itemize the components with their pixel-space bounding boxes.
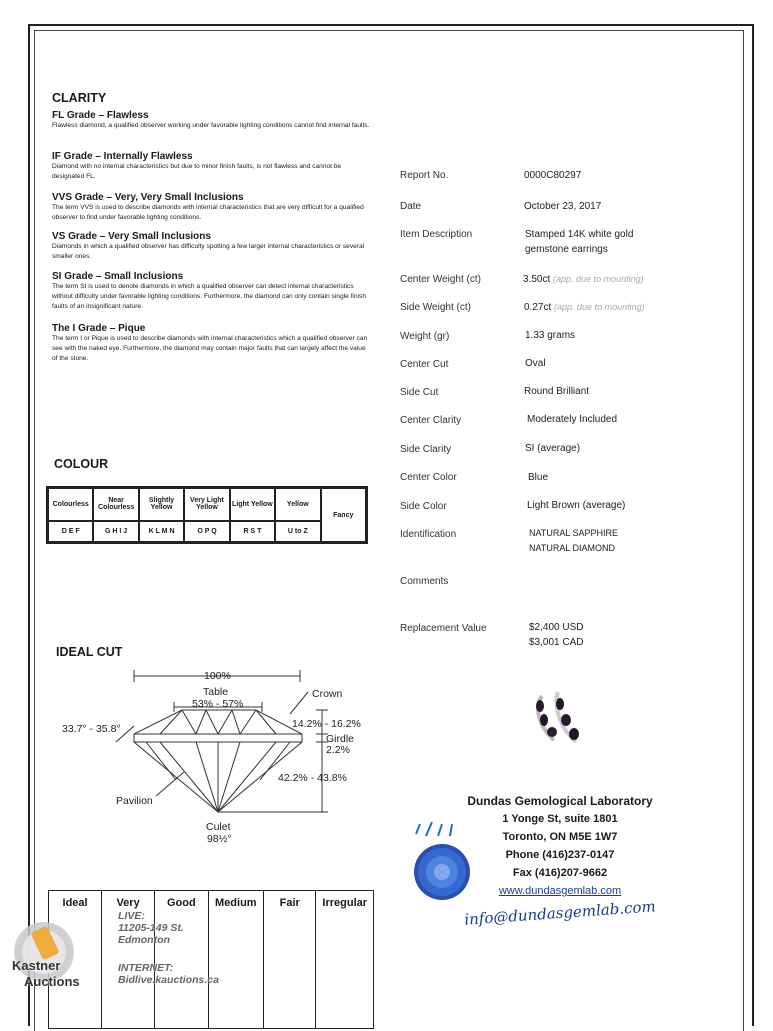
cut-table-label: Table <box>203 686 229 698</box>
grade-fl-desc: Flawless diamond, a qualified observer working under favorable lighting conditions cannot find internal faults. <box>52 122 370 129</box>
cut-table-range: 53% - 57% <box>192 698 244 710</box>
internet-label: INTERNET: <box>118 962 174 974</box>
side-clarity-label: Side Clarity <box>400 444 452 455</box>
colour-letters-opq: O P Q <box>184 521 229 542</box>
lab-fax: Fax (416)207-9662 <box>512 867 608 879</box>
center-color-label: Center Color <box>400 472 457 483</box>
grade-si-desc: The term SI is used to denote diamonds in which a qualified observer can detect internal characteristics without difficulty under favorable lighting conditions. Furthermore, the diamond can only contain single finish faults of an insignificant nature. <box>52 283 366 310</box>
side-cut-label: Side Cut <box>400 387 439 398</box>
center-color-value: Blue <box>528 472 549 483</box>
side-weight-value: 0.27ct <box>524 302 552 313</box>
live-address-line1: 11205-149 St. <box>118 922 184 934</box>
grade-if <box>52 151 372 192</box>
comments-label: Comments <box>400 576 449 587</box>
center-weight-label: Center Weight (ct) <box>400 274 481 285</box>
cut-crown-angle: 33.7° - 35.8° <box>62 723 121 735</box>
center-weight-value-group <box>523 272 644 287</box>
grade-si <box>52 271 372 323</box>
grade-vvs <box>52 192 372 231</box>
weight-gr-label: Weight (gr) <box>400 331 450 342</box>
identification-label: Identification <box>400 529 457 540</box>
center-clarity-value: Moderately Included <box>527 414 618 425</box>
cut-grade-irregular: Irregular <box>316 891 374 1029</box>
identification-value: NATURAL SAPPHIRE NATURAL DIAMOND <box>529 528 619 553</box>
lab-address-line1: 1 Yonge St, suite 1801 <box>502 813 618 825</box>
report-no-label: Report No. <box>400 170 449 181</box>
auction-internet-info <box>118 962 219 986</box>
side-weight-label: Side Weight (ct) <box>400 302 471 313</box>
replacement-value: $2,400 USD $3,001 CAD <box>529 622 584 648</box>
report-no-value: 0000C80297 <box>524 170 582 181</box>
clarity-grade-list <box>52 110 372 364</box>
colour-letter-row <box>48 521 366 542</box>
colour-title: COLOUR <box>54 457 109 471</box>
center-weight-note: (app. due to mounting) <box>553 274 644 284</box>
grade-i <box>52 323 372 364</box>
date-label: Date <box>400 201 422 212</box>
colour-letters-utoz: U to Z <box>275 521 320 542</box>
clarity-title: CLARITY <box>52 91 107 105</box>
grade-if-desc: Diamond with no internal characteristics but due to minor finish faults, is not flawless and cannot be designated FL. <box>52 163 342 180</box>
colour-light-yellow: Light Yellow <box>230 488 275 521</box>
center-cut-value: Oval <box>525 358 546 369</box>
colour-very-light-yellow: Very Light Yellow <box>184 488 229 521</box>
logo-top-text: Kastner <box>12 958 61 973</box>
colour-letters-ghij: G H I J <box>93 521 138 542</box>
cut-culet-label: Culet <box>206 821 231 833</box>
ideal-cut-diagram <box>56 662 376 852</box>
grade-i-title: The I Grade – Pique <box>52 323 146 334</box>
replacement-value-label: Replacement Value <box>400 623 487 634</box>
grade-vs-title: VS Grade – Very Small Inclusions <box>52 231 211 242</box>
auction-logo <box>4 918 110 1000</box>
center-clarity-label: Center Clarity <box>400 415 462 426</box>
side-clarity-value: SI (average) <box>525 443 581 454</box>
live-address-line2: Edmonton <box>118 934 170 946</box>
colour-slightly-yellow: Slightly Yellow <box>139 488 184 521</box>
colour-name-row <box>48 488 366 521</box>
grade-fl <box>52 110 372 151</box>
hologram-seal-icon <box>406 822 478 902</box>
ideal-cut-title: IDEAL CUT <box>56 645 123 659</box>
grade-if-title: IF Grade – Internally Flawless <box>52 151 193 162</box>
grade-i-desc: The term I or Pique is used to describe diamonds with internal characteristics which a qualified observer can see with the naked eye. Furthermore, the diamond may contain major faults that can largely affect the value of the stone. <box>52 335 368 362</box>
item-description-label: Item Description <box>400 229 473 240</box>
cut-grade-ideal: Ideal <box>49 891 102 1029</box>
colour-yellow: Yellow <box>275 488 320 521</box>
cut-crown-label: Crown <box>312 688 343 700</box>
grade-vs-desc: Diamonds in which a qualified observer has difficulty spotting a few larger internal characteristics or several smaller ones. <box>52 243 365 260</box>
internet-url[interactable]: Bidlive.kauctions.ca <box>118 974 219 986</box>
grade-vvs-desc: The term VVS is used to describe diamonds with internal characteristics that are very difficult for a qualified observer to find under favorable lighting conditions. <box>52 204 364 221</box>
weight-gr-value: 1.33 grams <box>525 330 576 341</box>
side-color-value: Light Brown (average) <box>527 500 626 511</box>
colour-letters-rst: R S T <box>230 521 275 542</box>
cut-pavilion-depth: 42.2% - 43.8% <box>278 772 347 784</box>
colour-scale-table <box>46 486 368 544</box>
grade-vs <box>52 231 372 271</box>
logo-bottom-text: Auctions <box>24 974 80 989</box>
cut-grade-fair: Fair <box>263 891 315 1029</box>
live-label: LIVE: <box>118 910 145 922</box>
grade-si-title: SI Grade – Small Inclusions <box>52 271 184 282</box>
side-weight-value-group <box>524 300 645 315</box>
colour-fancy: Fancy <box>321 488 366 542</box>
cut-girdle-value: 2.2% <box>326 744 350 756</box>
lab-phone: Phone (416)237-0147 <box>505 849 615 861</box>
auction-live-info <box>118 910 184 946</box>
lab-email-handwritten: info@dundasgemlab.com <box>463 897 657 929</box>
cut-pavilion-label: Pavilion <box>116 795 153 807</box>
cut-grade-good: Good <box>155 891 209 1029</box>
lab-address-line2: Toronto, ON M5E 1W7 <box>502 831 618 843</box>
grade-vvs-title: VVS Grade – Very, Very Small Inclusions <box>52 192 244 203</box>
side-color-label: Side Color <box>400 501 447 512</box>
lab-name: Dundas Gemological Laboratory <box>467 794 653 808</box>
date-value: October 23, 2017 <box>524 201 602 212</box>
colour-near-colourless: Near Colourless <box>93 488 138 521</box>
center-weight-value: 3.50ct <box>523 274 551 285</box>
cut-crown-height: 14.2% - 16.2% <box>292 718 361 730</box>
grade-fl-title: FL Grade – Flawless <box>52 110 149 121</box>
item-description-value: Stamped 14K white gold gemstone earrings <box>525 229 634 255</box>
center-cut-label: Center Cut <box>400 359 449 370</box>
cut-width-label: 100% <box>204 670 231 682</box>
lab-website-link[interactable]: www.dundasgemlab.com <box>498 885 622 897</box>
side-weight-note: (app. due to mounting) <box>554 302 645 312</box>
earrings-photo <box>528 686 588 752</box>
side-cut-value: Round Brilliant <box>524 386 590 397</box>
cut-grade-very: Very <box>102 891 155 1029</box>
colour-colourless: Colourless <box>48 488 93 521</box>
cut-grade-medium: Medium <box>208 891 263 1029</box>
colour-letters-klmn: K L M N <box>139 521 184 542</box>
cut-girdle-label: Girdle <box>326 733 355 745</box>
colour-letters-def: D E F <box>48 521 93 542</box>
cut-culet-value: 98½° <box>207 833 232 845</box>
